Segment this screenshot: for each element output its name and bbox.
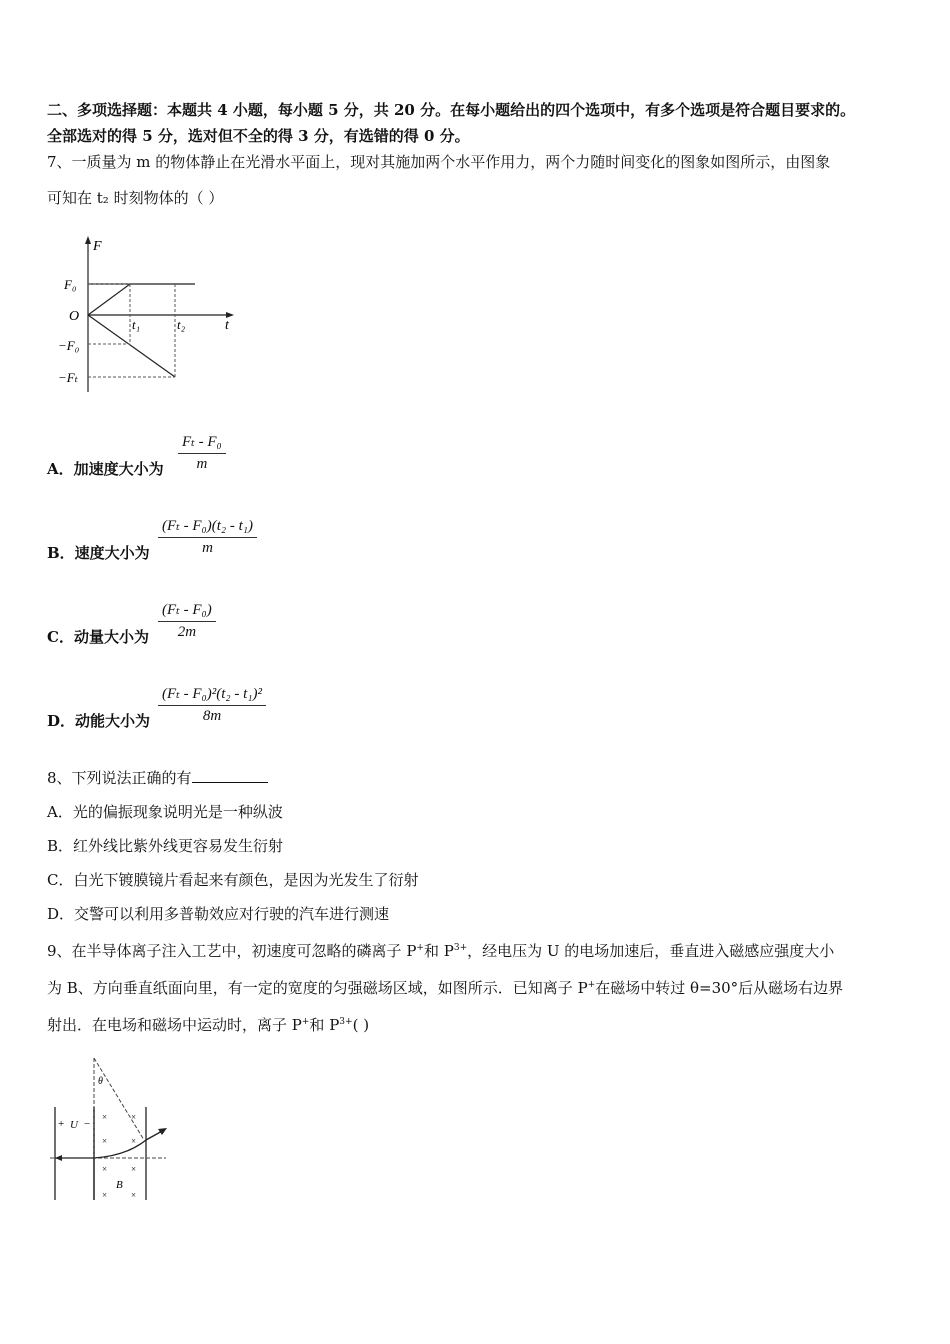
q7-option-d-label: D．动能大小为 bbox=[47, 712, 151, 730]
graph-t2-label: t₂ bbox=[177, 317, 186, 332]
q8-option-b: B．红外线比紫外线更容易发生衍射 bbox=[47, 837, 284, 855]
q9-stem-line3 bbox=[47, 1012, 910, 1035]
section-header-line2: 全部选对的得 5 分，选对但不全的得 3 分，有选错的得 0 分。 bbox=[47, 127, 470, 145]
q7-option-b-denominator: m bbox=[202, 540, 213, 556]
q7-option-c-label: C．动量大小为 bbox=[47, 628, 149, 646]
q9-stem-line1 bbox=[47, 938, 910, 961]
field-cross: × bbox=[131, 1136, 137, 1146]
q7-stem-line2: 可知在 t₂ 时刻物体的（ ） bbox=[47, 189, 224, 207]
q8-option-a: A．光的偏振现象说明光是一种纵波 bbox=[47, 803, 283, 821]
graph-neg-f0-label: −F₀ bbox=[58, 338, 80, 353]
q9-field-diagram bbox=[48, 1052, 178, 1204]
graph-origin-label: O bbox=[69, 309, 80, 324]
q9-line3-sup-2: 3+ bbox=[339, 1017, 353, 1027]
diagram-plus-label: + bbox=[58, 1118, 65, 1130]
q9-line1-sup-2: 3+ bbox=[453, 943, 468, 953]
graph-x-label: t bbox=[225, 318, 229, 333]
q7-option-d-numerator: (Fₜ - F₀)²(t₂ - t₁)² bbox=[158, 684, 266, 706]
section-header-line1: 二、多项选择题：本题共 4 小题，每小题 5 分，共 20 分。在每小题给出的四个选项中，有多个选项是符合题目要求的。 bbox=[47, 101, 856, 119]
graph-neg-ft-label: −Fₜ bbox=[58, 370, 78, 385]
diagram-b-label: B bbox=[116, 1179, 123, 1191]
field-cross: × bbox=[102, 1136, 108, 1146]
q7-option-b-label: B．速度大小为 bbox=[47, 544, 150, 562]
q9-line1-sup-1: + bbox=[416, 943, 424, 953]
field-cross: × bbox=[102, 1164, 108, 1174]
q9-line3-sup-1: + bbox=[301, 1017, 310, 1027]
q9-line2-part-b: 在磁场中转过 θ=30°后从磁场右边界 bbox=[595, 979, 844, 997]
q8-option-c: C．白光下镀膜镜片看起来有颜色，是因为光发生了衍射 bbox=[47, 871, 419, 889]
q9-line2-part-a: 为 B、方向垂直纸面向里，有一定的宽度的匀强磁场区域，如图所示．已知离子 P bbox=[47, 979, 588, 997]
q7-force-time-graph bbox=[55, 232, 245, 402]
q7-option-c-fraction bbox=[158, 600, 216, 641]
q7-option-b-numerator: (Fₜ - F₀)(t₂ - t₁) bbox=[158, 516, 257, 538]
field-cross: × bbox=[102, 1112, 108, 1122]
q7-option-a-fraction bbox=[178, 432, 226, 473]
q8-stem bbox=[47, 768, 910, 788]
q9-line3-part-b: 和 P bbox=[309, 1016, 340, 1034]
q9-line3-part-a: 射出．在电场和磁场中运动时，离子 P bbox=[47, 1016, 302, 1034]
graph-t1-label: t₁ bbox=[132, 317, 141, 332]
q9-line3-part-c: ( ) bbox=[352, 1016, 370, 1034]
q7-option-a-label: A．加速度大小为 bbox=[47, 460, 164, 478]
q7-option-a-numerator: Fₜ - F₀ bbox=[178, 432, 226, 454]
q7-option-c-numerator: (Fₜ - F₀) bbox=[158, 600, 216, 622]
graph-y-label: F bbox=[93, 239, 102, 254]
field-cross: × bbox=[102, 1190, 108, 1200]
field-cross: × bbox=[131, 1112, 137, 1122]
q9-line2-sup: + bbox=[587, 980, 596, 990]
field-cross: × bbox=[131, 1164, 137, 1174]
q8-stem-text: 8、下列说法正确的有 bbox=[47, 769, 192, 787]
q8-option-d: D．交警可以利用多普勒效应对行驶的汽车进行测速 bbox=[47, 905, 390, 923]
diagram-minus-label: − bbox=[84, 1118, 91, 1130]
q8-answer-blank bbox=[192, 768, 268, 783]
q7-option-c-denominator: 2m bbox=[177, 624, 197, 640]
q7-stem-line1: 7、一质量为 m 的物体静止在光滑水平面上，现对其施加两个水平作用力，两个力随时间变化的图象如图所示，由图象 bbox=[47, 153, 831, 171]
graph-f0-label: F₀ bbox=[64, 277, 77, 292]
q9-line1-part-a: 9、在半导体离子注入工艺中，初速度可忽略的磷离子 P bbox=[47, 942, 417, 960]
q7-option-b-fraction bbox=[158, 516, 257, 557]
q7-option-d-denominator: 8m bbox=[202, 708, 222, 724]
q7-option-d-fraction bbox=[158, 684, 266, 725]
q9-line1-part-b: 和 P bbox=[423, 942, 454, 960]
q7-option-a-denominator: m bbox=[196, 456, 208, 472]
diagram-u-label: U bbox=[70, 1119, 78, 1131]
q9-line1-part-c: ，经电压为 U 的电场加速后，垂直进入磁感应强度大小 bbox=[467, 942, 835, 960]
q9-stem-line2 bbox=[47, 975, 910, 998]
diagram-theta-label: θ bbox=[98, 1076, 103, 1087]
field-cross: × bbox=[131, 1190, 137, 1200]
